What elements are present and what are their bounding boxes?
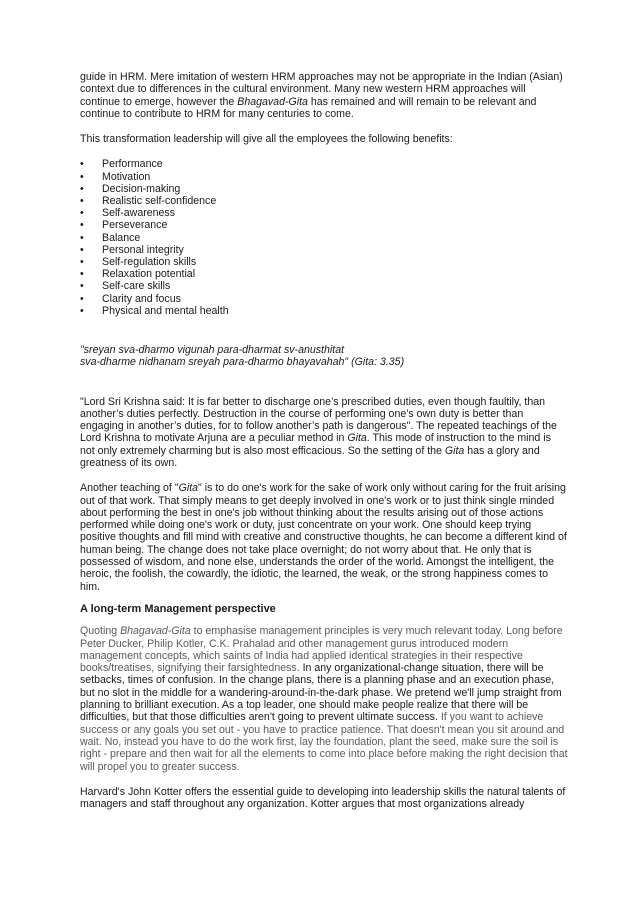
bullet-icon: • <box>80 207 84 220</box>
list-item: • Self-regulation skills <box>80 255 197 268</box>
bullet-icon: • <box>80 255 84 268</box>
list-item: • Self-care skills <box>80 280 171 293</box>
paragraph-management-perspective: Quoting Bhagavad-Gita to emphasise management principles is very much relevant today. Long before Peter Ducker, Philip Kotler, C.K. Prahalad and other management gurus introduced modern management concepts, which saints of India had applied identical strategies in their respective books/treatises, signifying their farsightedness. In any organizational-change situation, there will be setbacks, times of confusion. In the change plans, there is a planning phase and an execution phase, but no slot in the middle for a wandering-around-in-the-dark phase. We pretend we'll jump straight from planning to brilliant execution. As a top leader, one should make people realize that there will be difficulties, but that those difficulties aren't going to prevent ultimate success. If you want to achieve success or any goals you set out - you have to practice patience. That doesn't mean you sit around and wait. No, instead you have to do the work first, lay the foundation, plant the seed, make sure the soil is right - prepare and then wait for all the elements to come into place before making the right decision that will propel you to greater success. <box>80 625 568 773</box>
paragraph-gita-work: Another teaching of "Gita" is to do one's work for the sake of work only without caring for the fruit arising out of that work. That simply means to get deeply involved in one's work or to just think single minded about performing the best in one's job without thinking about the results arising out of those actions performed while doing one's work or duty, just concentrate on your work. One should keep trying positive thoughts and fill mind with creative and constructive thoughts, he can become a different kind of human being. The change does not take place overnight; do not worry about that. He only that is possessed of wisdom, and none else, understands the order of the world. Amongst the intelligent, the heroic, the foolish, the cowardly, the idiotic, the learned, the weak, or the strong happiness comes to him. <box>80 482 567 593</box>
list-item: • Self-awareness <box>80 207 176 220</box>
list-item: • Relaxation potential <box>80 268 196 281</box>
bullet-icon: • <box>80 292 84 305</box>
bullet-icon: • <box>80 231 84 244</box>
section-heading: A long-term Management perspective <box>80 602 276 615</box>
sanskrit-line-2: sva-dharme nidhanam sreyah para-dharmo bhayavahah" (Gita: 3.35) <box>80 356 405 369</box>
paragraph-kotter: Harvard's John Kotter offers the essential guide to developing into leadership skills the natural talents of managers and staff throughout any organization. Kotter argues that most organizations already <box>80 785 566 811</box>
list-item: • Perseverance <box>80 219 168 232</box>
document-page <box>80 71 568 810</box>
list-item: • Balance <box>80 231 141 244</box>
bullet-icon: • <box>80 170 84 183</box>
list-item: • Personal integrity <box>80 243 184 256</box>
sanskrit-quote <box>80 344 568 369</box>
list-item: • Performance <box>80 158 163 171</box>
bullet-icon: • <box>80 158 84 171</box>
bullet-icon: • <box>80 304 84 317</box>
list-item: • Decision-making <box>80 182 181 195</box>
bullet-icon: • <box>80 268 84 281</box>
sanskrit-line-1: "sreyan sva-dharmo vigunah para-dharmat sv-anusthitat <box>80 343 345 356</box>
list-item: • Physical and mental health <box>80 304 229 317</box>
benefits-intro: This transformation leadership will give all the employees the following benefits: <box>80 133 453 146</box>
bullet-icon: • <box>80 219 84 232</box>
list-item: • Clarity and focus <box>80 292 181 305</box>
bullet-icon: • <box>80 243 84 256</box>
gita-title: Bhagavad-Gita <box>237 95 308 108</box>
list-item: • Realistic self-confidence <box>80 195 217 208</box>
bullet-icon: • <box>80 280 84 293</box>
list-item: • Motivation <box>80 170 151 183</box>
bullet-icon: • <box>80 182 84 195</box>
benefits-list <box>80 158 568 316</box>
bullet-icon: • <box>80 195 84 208</box>
paragraph-hrm-context: guide in HRM. Mere imitation of western HRM approaches may not be appropriate in the Indian (Asian) context due to differences in the cultural environment. Many new western HRM approaches will continue to emerge, however the Bhagavad-Gita has remained and will remain to be relevant and continue to contribute to HRM for many centuries to come. <box>80 71 563 120</box>
paragraph-krishna-teaching: "Lord Sri Krishna said: It is far better to discharge one’s prescribed duties, even though faultily, than another’s duties perfectly. Destruction in the course of performing one’s own duty is better than engaging in another’s duties, for to follow another’s path is dangerous". The repeated teachings of the Lord Krishna to motivate Arjuna are a peculiar method in Gita. This mode of instruction to the mind is not only extremely charming but is also most efficacious. So the setting of the Gita has a glory and greatness of its own. <box>80 395 557 469</box>
